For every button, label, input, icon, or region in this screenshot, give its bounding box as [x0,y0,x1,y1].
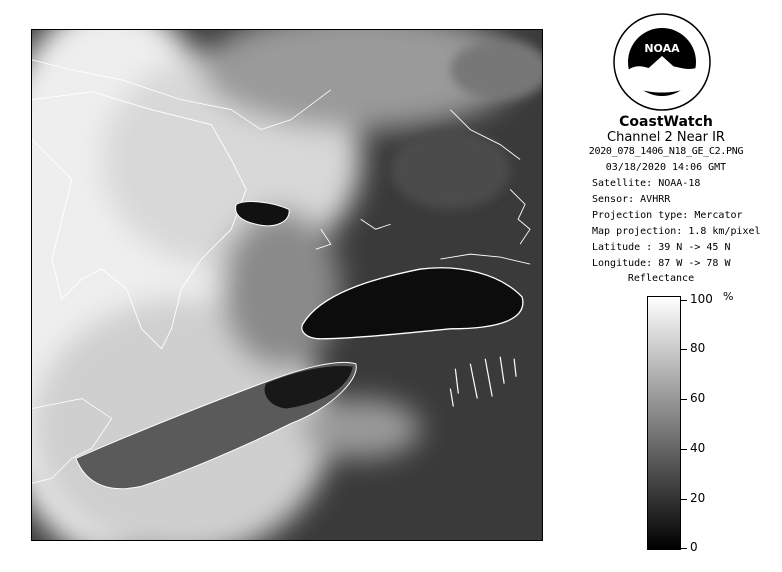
reflectance-colorbar [647,296,681,550]
sensor-label: Sensor: AVHRR [592,194,671,205]
colorbar-tick [681,399,687,400]
colorbar-title: Reflectance [627,273,695,284]
satellite-image [32,30,542,540]
colorbar-tick-label: 0 [690,540,698,554]
colorbar-tick [681,499,687,500]
colorbar-tick-label: 100 [690,292,713,306]
colorbar-tick-label: 60 [690,391,706,405]
colorbar-tick [681,300,687,301]
projection-type-label: Projection type: Mercator [592,210,743,221]
colorbar-tick-label: 40 [690,441,706,455]
colorbar-tick [681,349,687,350]
logo-text: NOAA [644,42,680,55]
image-datetime: 03/18/2020 14:06 GMT [605,162,727,173]
noaa-logo-icon [612,12,712,112]
colorbar-tick [681,548,687,549]
latitude-label: Latitude : 39 N -> 45 N [592,242,731,253]
app-title: CoastWatch [619,114,713,130]
colorbar-unit: % [723,290,734,303]
file-name: 2020_078_1406_N18_GE_C2.PNG [588,146,744,157]
colorbar-tick-label: 20 [690,491,706,505]
satellite-map [31,29,543,541]
map-projection-label: Map projection: 1.8 km/pixel [592,226,761,237]
satellite-label: Satellite: NOAA-18 [592,178,701,189]
channel-label: Channel 2 Near IR [607,130,725,145]
colorbar-tick-label: 80 [690,341,706,355]
longitude-label: Longitude: 87 W -> 78 W [592,258,731,269]
colorbar-tick [681,449,687,450]
